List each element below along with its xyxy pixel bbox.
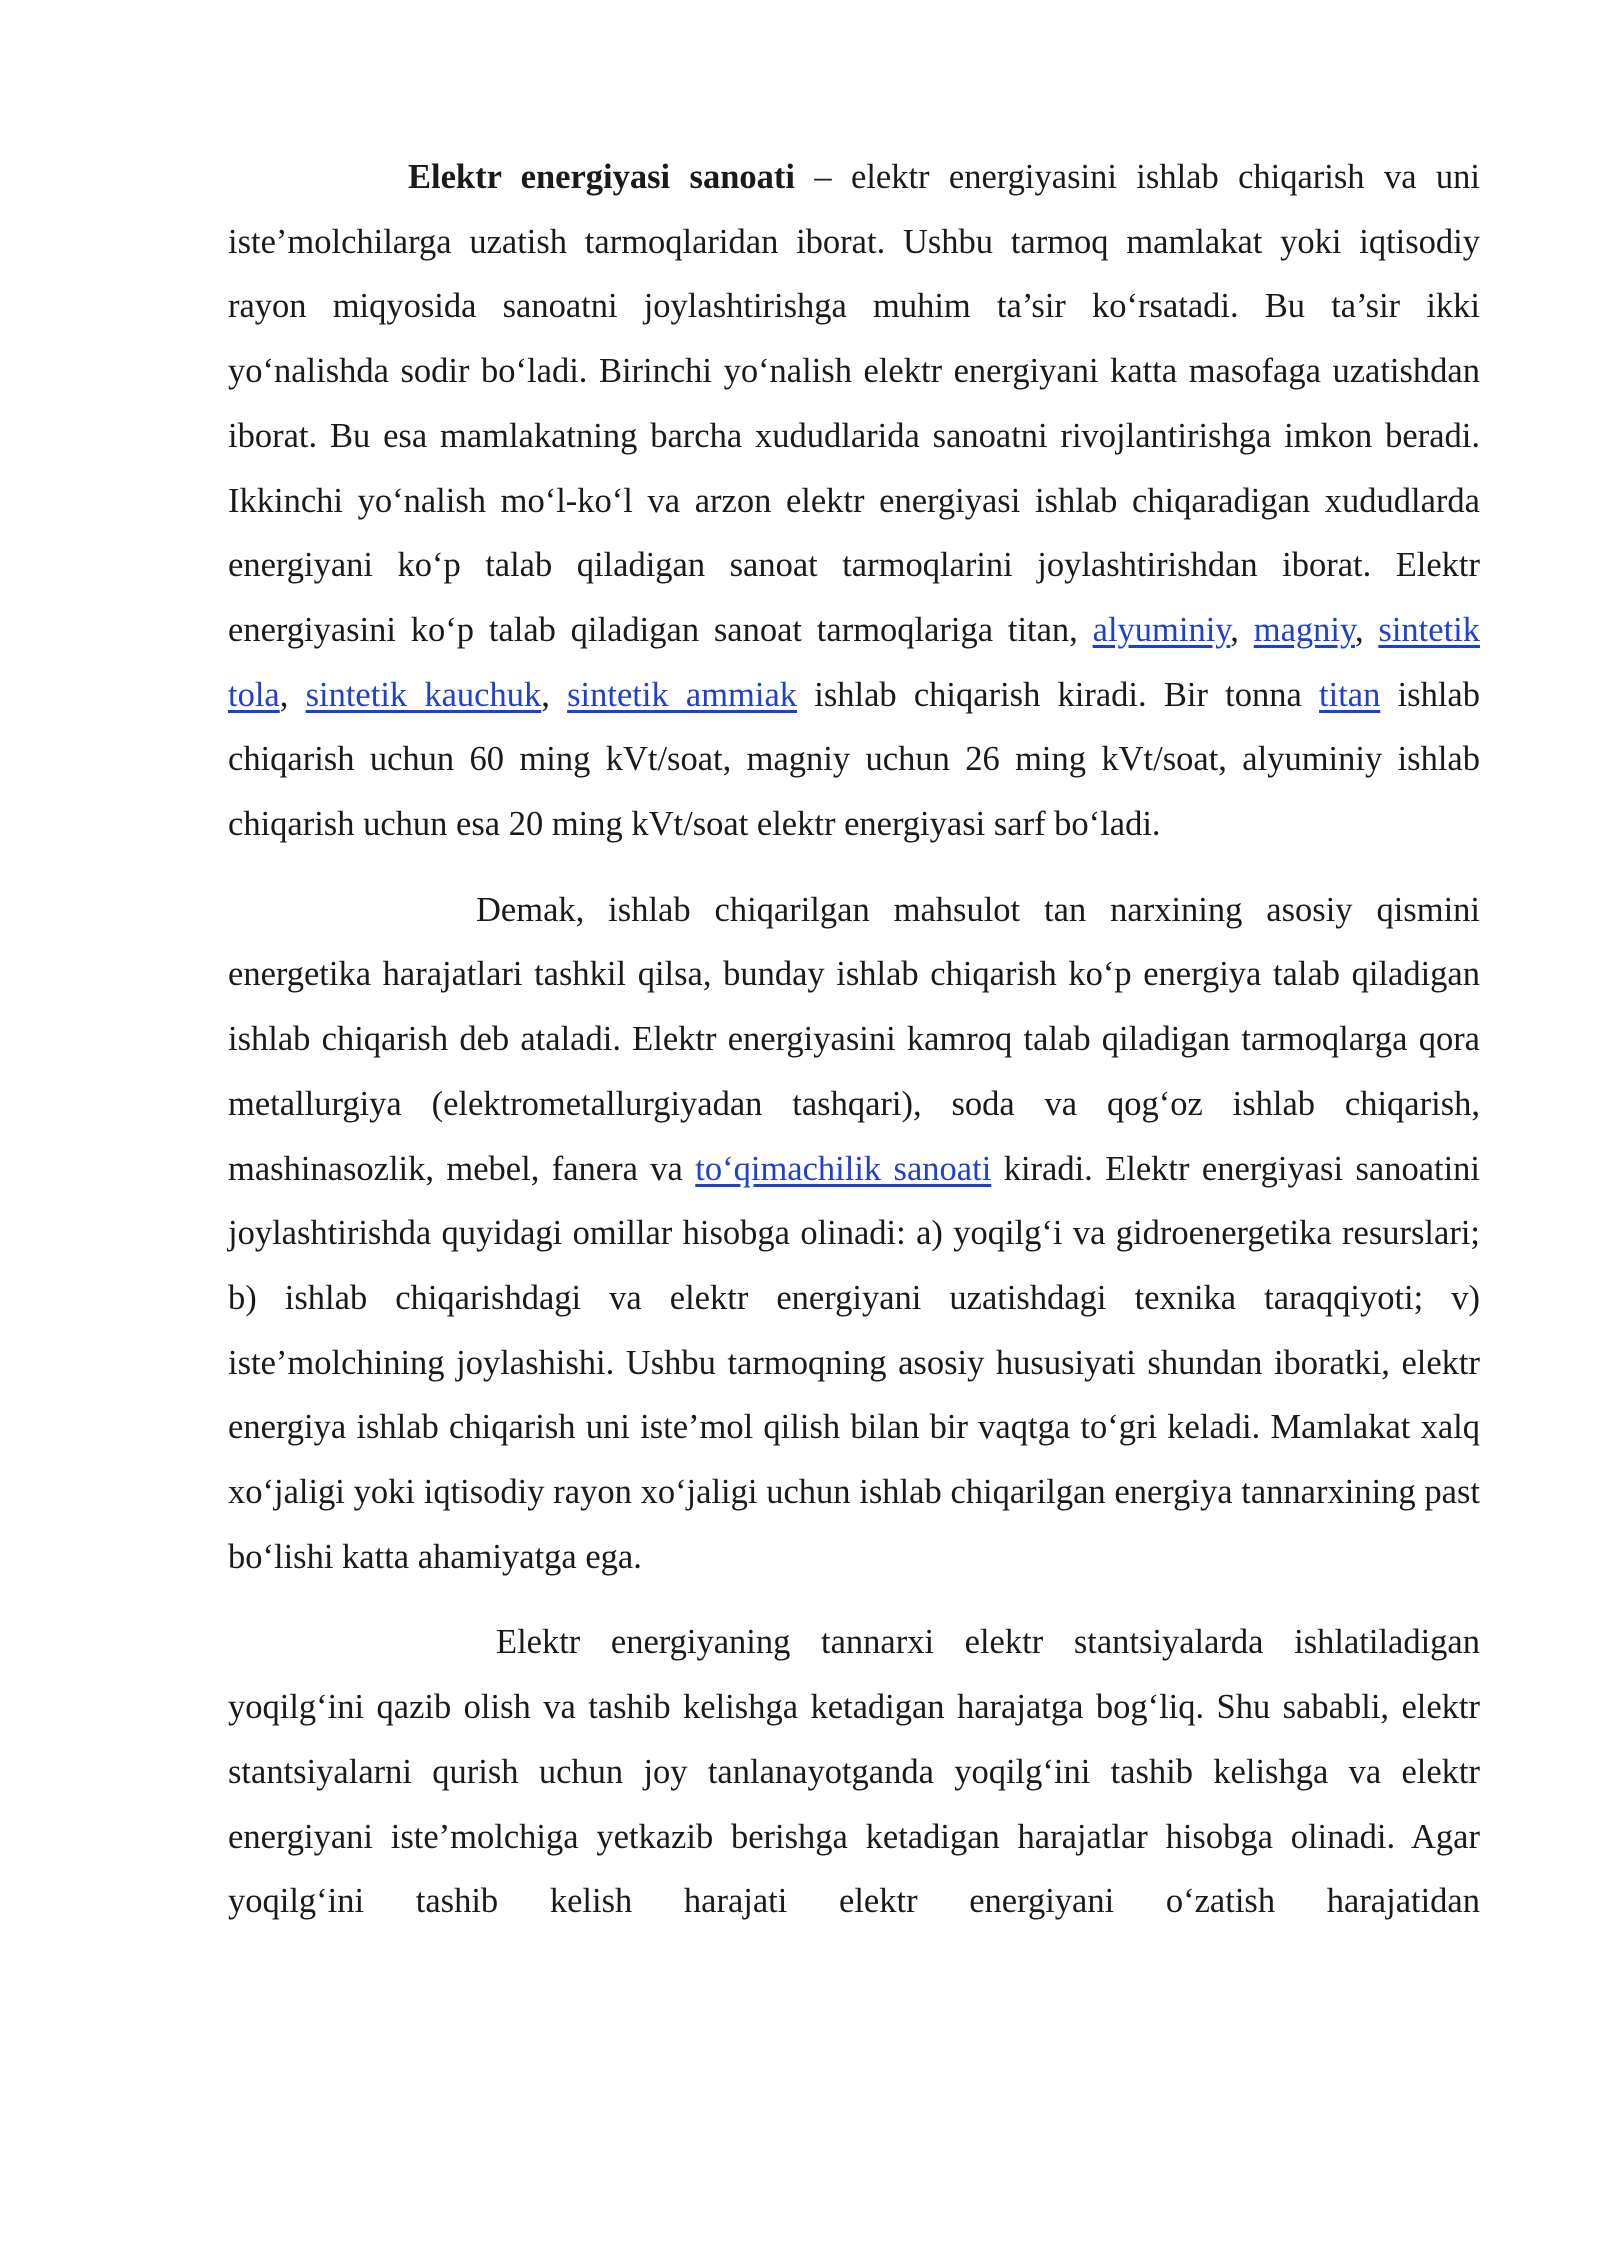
link-magniy[interactable]: magniy [1253,610,1355,649]
link-sintetik-kauchuk[interactable]: sintetik kauchuk [305,675,542,714]
link-sintetik-tola[interactable]: sintetik tola [228,610,1481,714]
paragraph-1 [228,145,1480,857]
link-toqimachilik-sanoati[interactable]: to‘qimachilik sanoati [695,1149,992,1188]
paragraph-text: – elektr energiyasini ishlab chiqarish va uni iste’molchilarga uzatish tarmoqlaridan iborat. Ushbu tarmoq mamlakat yoki iqtisodiy rayon miqyosida sanoatni joylashtirishga muhim ta’sir ko‘rsatadi. Bu ta’sir ikki yo‘nalishda sodir bo‘ladi. Birinchi yo‘nalish elektr energiyani katta masofaga uzatishdan iborat. Bu esa mamlakatning barcha xududlarida sanoatni rivojlantirishga imkon beradi. Ikkinchi yo‘nalish mo‘l-ko‘l va arzon elektr energiyasi ishlab chiqaradigan xududlarda energiyani ko‘p talab qiladigan sanoat tarmoqlarini joylashtirishdan iborat. Elektr energiyasini ko‘p talab qiladigan sanoat tarmoqlariga titan, [228,158,1480,649]
paragraph-text: ishlab chiqarish uchun 60 ming kVt/soat, magniy uchun 26 ming kVt/soat, alyuminiy ishlab chiqarish uchun esa 20 ming kVt/soat elektr energiyasi sarf bo‘ladi. [228,675,1480,844]
paragraph-text: , [541,675,568,714]
paragraph-text: , [1354,610,1379,649]
paragraph-2 [228,878,1480,1590]
link-sintetik-ammiak[interactable]: sintetik ammiak [567,675,798,714]
paragraph-3 [228,1610,1480,1934]
paragraph-text: , [279,675,306,714]
paragraph-text: kiradi. Elektr energiyasi sanoatini joylashtirishda quyidagi omillar hisobga olinadi: a) yoqilg‘i va gidroenergetika resurslari; b) ishlab chiqarishdagi va elektr energiyani uzatishdagi texnika taraqqiyoti; v) iste’molchining joylashishi. Ushbu tarmoqning asosiy hususiyati shundan iboratki, elektr energiya ishlab chiqarish uni iste’mol qilish bilan bir vaqtga to‘gri keladi. Mamlakat xalq xo‘jaligi yoki iqtisodiy rayon xo‘jaligi uchun ishlab chiqarilgan energiya tannarxining past bo‘lishi katta ahamiyatga ega. [228,1149,1481,1576]
paragraph-text: Elektr energiyaning tannarxi elektr stantsiyalarda ishlatiladigan yoqilg‘ini qazib olish va tashib kelishga ketadigan harajatga bog‘liq. Shu sababli, elektr stantsiyalarni qurish uchun joy tanlanayotganda yoqilg‘ini tashib kelishga va elektr energiyani iste’molchiga yetkazib berishga ketadigan harajatlar hisobga olinadi. Agar yoqilg‘ini tashib kelish harajati elektr energiyani o‘zatish harajatidan [228,1623,1480,1921]
link-titan[interactable]: titan [1319,675,1381,714]
link-alyuminiy[interactable]: alyuminiy [1092,610,1231,649]
paragraph-text: Demak, ishlab chiqarilgan mahsulot tan narxining asosiy qismini energetika harajatlari tashkil qilsa, bunday ishlab chiqarish ko‘p energiya talab qiladigan ishlab chiqarish deb ataladi. Elektr energiyasini kamroq talab qiladigan tarmoqlarga qora metallurgiya (elektrometallurgiyadan tashqari), soda va qog‘oz ishlab chiqarish, mashinasozlik, mebel, fanera va [228,890,1480,1188]
paragraph-text: ishlab chiqarish kiradi. Bir tonna [797,675,1320,714]
term-heading: Elektr energiyasi sanoati [408,158,795,196]
document-body [228,145,1480,1934]
paragraph-text: , [1230,610,1254,649]
